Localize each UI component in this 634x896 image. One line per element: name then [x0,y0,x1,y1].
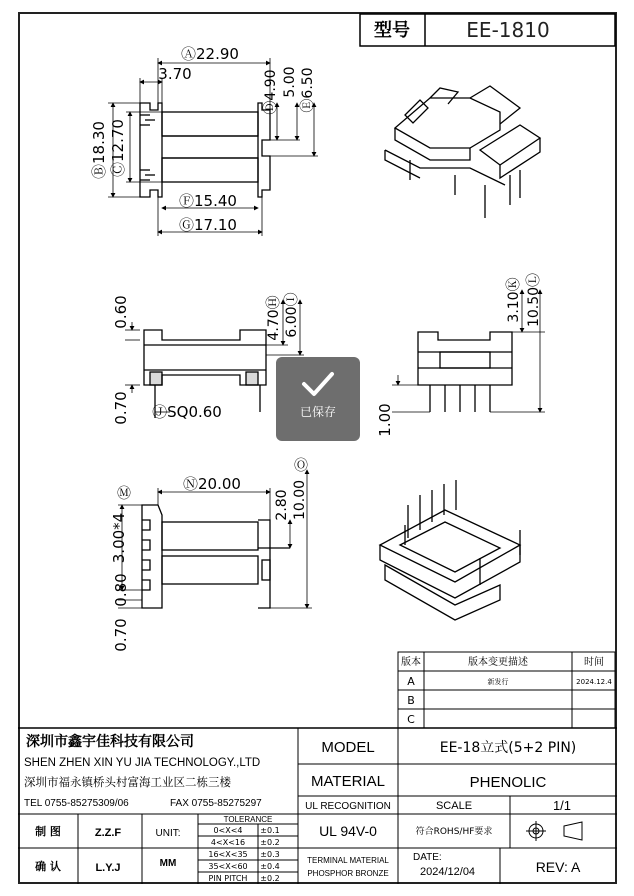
check-value: L.Y.J [95,862,121,874]
company-name-en: SHEN ZHEN XIN YU JIA TECHNOLOGY.,LTD [24,757,261,769]
dim-k: 3.10Ⓚ [506,277,522,323]
dim-a: Ⓐ22.90 [181,45,239,63]
iso-view-top [385,86,540,218]
dim-b4: 10.00 [292,479,308,521]
rev-row-c-ver: C [407,713,415,726]
dim-i: 6.00Ⓘ [284,292,300,338]
date-value: 2024/12/04 [420,866,476,878]
date-label: DATE: [413,852,442,863]
rev-row-a-date: 2024.12.4 [576,678,612,686]
tolerance-title: TOLERANCE [223,815,273,824]
tol-value-1: ±0.2 [260,838,280,847]
rev-header-desc: 版本变更描述 [468,657,528,668]
rev-header-ver: 版本 [401,657,421,668]
revision-value: REV: A [535,859,581,875]
dim-o: Ⓞ [294,458,308,474]
tol-value-3: ±0.4 [260,862,280,871]
dim-e2: 5.00 [282,66,298,98]
rev-row-a-desc: 新发行 [487,678,509,686]
rev-header-date: 时间 [584,657,604,668]
dim-b: Ⓑ18.30 [90,121,108,179]
company-address: 深圳市福永镇桥头村富海工业区二栋三楼 [24,775,231,789]
top-view [140,103,270,197]
model-header [360,14,615,46]
rohs-note: 符合ROHS/HF要求 [415,827,493,837]
material-value: PHENOLIC [469,774,547,791]
tol-value-0: ±0.1 [260,826,280,835]
dim-s2: 0.70 [112,391,130,425]
dim-h: 4.70Ⓗ [266,295,282,341]
drawn-label: 制 图 [35,825,61,838]
tolerance-table [208,826,279,883]
dim-d: Ⓓ4.90 [263,69,279,115]
tol-range-4: PIN PITCH [208,874,248,883]
toast-label: 已保存 [299,405,336,419]
scale-label: SCALE [435,800,473,812]
company-fax: FAX 0755-85275297 [170,798,262,809]
scale-value: 1/1 [552,798,572,813]
check-icon [300,369,336,399]
dim-j: ⒿSQ0.60 [152,403,222,421]
terminal-label: TERMINAL MATERIAL [307,856,389,865]
dim-m: Ⓜ [117,486,131,502]
company-name-cn: 深圳市鑫宇佳科技有限公司 [26,734,194,750]
dim-a2: 3.70 [158,65,192,83]
dim-f: Ⓕ15.40 [179,192,237,210]
drawn-value: Z.Z.F [94,827,122,839]
rev-row-b-ver: B [407,694,415,707]
dim-b1: 0.80 [112,573,130,607]
tol-range-2: 16<X<35 [208,850,248,859]
unit-value: MM [159,858,177,869]
bottom-view [142,505,290,608]
dim-b2: 0.70 [112,618,130,652]
model-label: MODEL [321,739,375,756]
dim-s1: 0.60 [112,295,130,329]
company-tel: TEL 0755-85275309/06 [24,798,129,809]
tol-range-3: 35<X<60 [208,862,248,871]
dim-l: 10.50Ⓛ [526,272,542,328]
front-view-dimensions [392,290,545,412]
saved-toast [276,357,360,441]
tol-range-0: 0<X<4 [213,826,243,835]
ul-value: UL 94V-0 [319,823,377,839]
dim-m2: 3.00*4 [110,512,128,564]
header-model: EE-1810 [466,18,550,42]
tol-range-1: 4<X<16 [210,838,246,847]
dim-e: Ⓔ6.50 [300,67,316,113]
model-value: EE-18立式(5+2 PIN) [439,740,577,756]
header-label: 型号 [374,20,410,41]
tol-value-4: ±0.2 [260,874,280,883]
check-label: 确 认 [35,860,61,873]
dim-c: Ⓒ12.70 [109,119,127,177]
front-view [418,332,512,412]
rev-row-a-ver: A [407,675,415,688]
dim-f1: 1.00 [376,403,394,437]
projection-symbol-icon [526,821,582,841]
ul-label: UL RECOGNITION [305,801,391,812]
material-label: MATERIAL [311,773,385,790]
iso-view-bottom [380,480,520,620]
dim-b3: 2.80 [274,489,290,521]
dim-g: Ⓖ17.10 [179,216,237,234]
unit-label: UNIT: [155,828,181,839]
tol-value-2: ±0.3 [260,850,280,859]
terminal-value: PHOSPHOR BRONZE [307,869,389,878]
dim-n: Ⓝ20.00 [183,475,241,493]
